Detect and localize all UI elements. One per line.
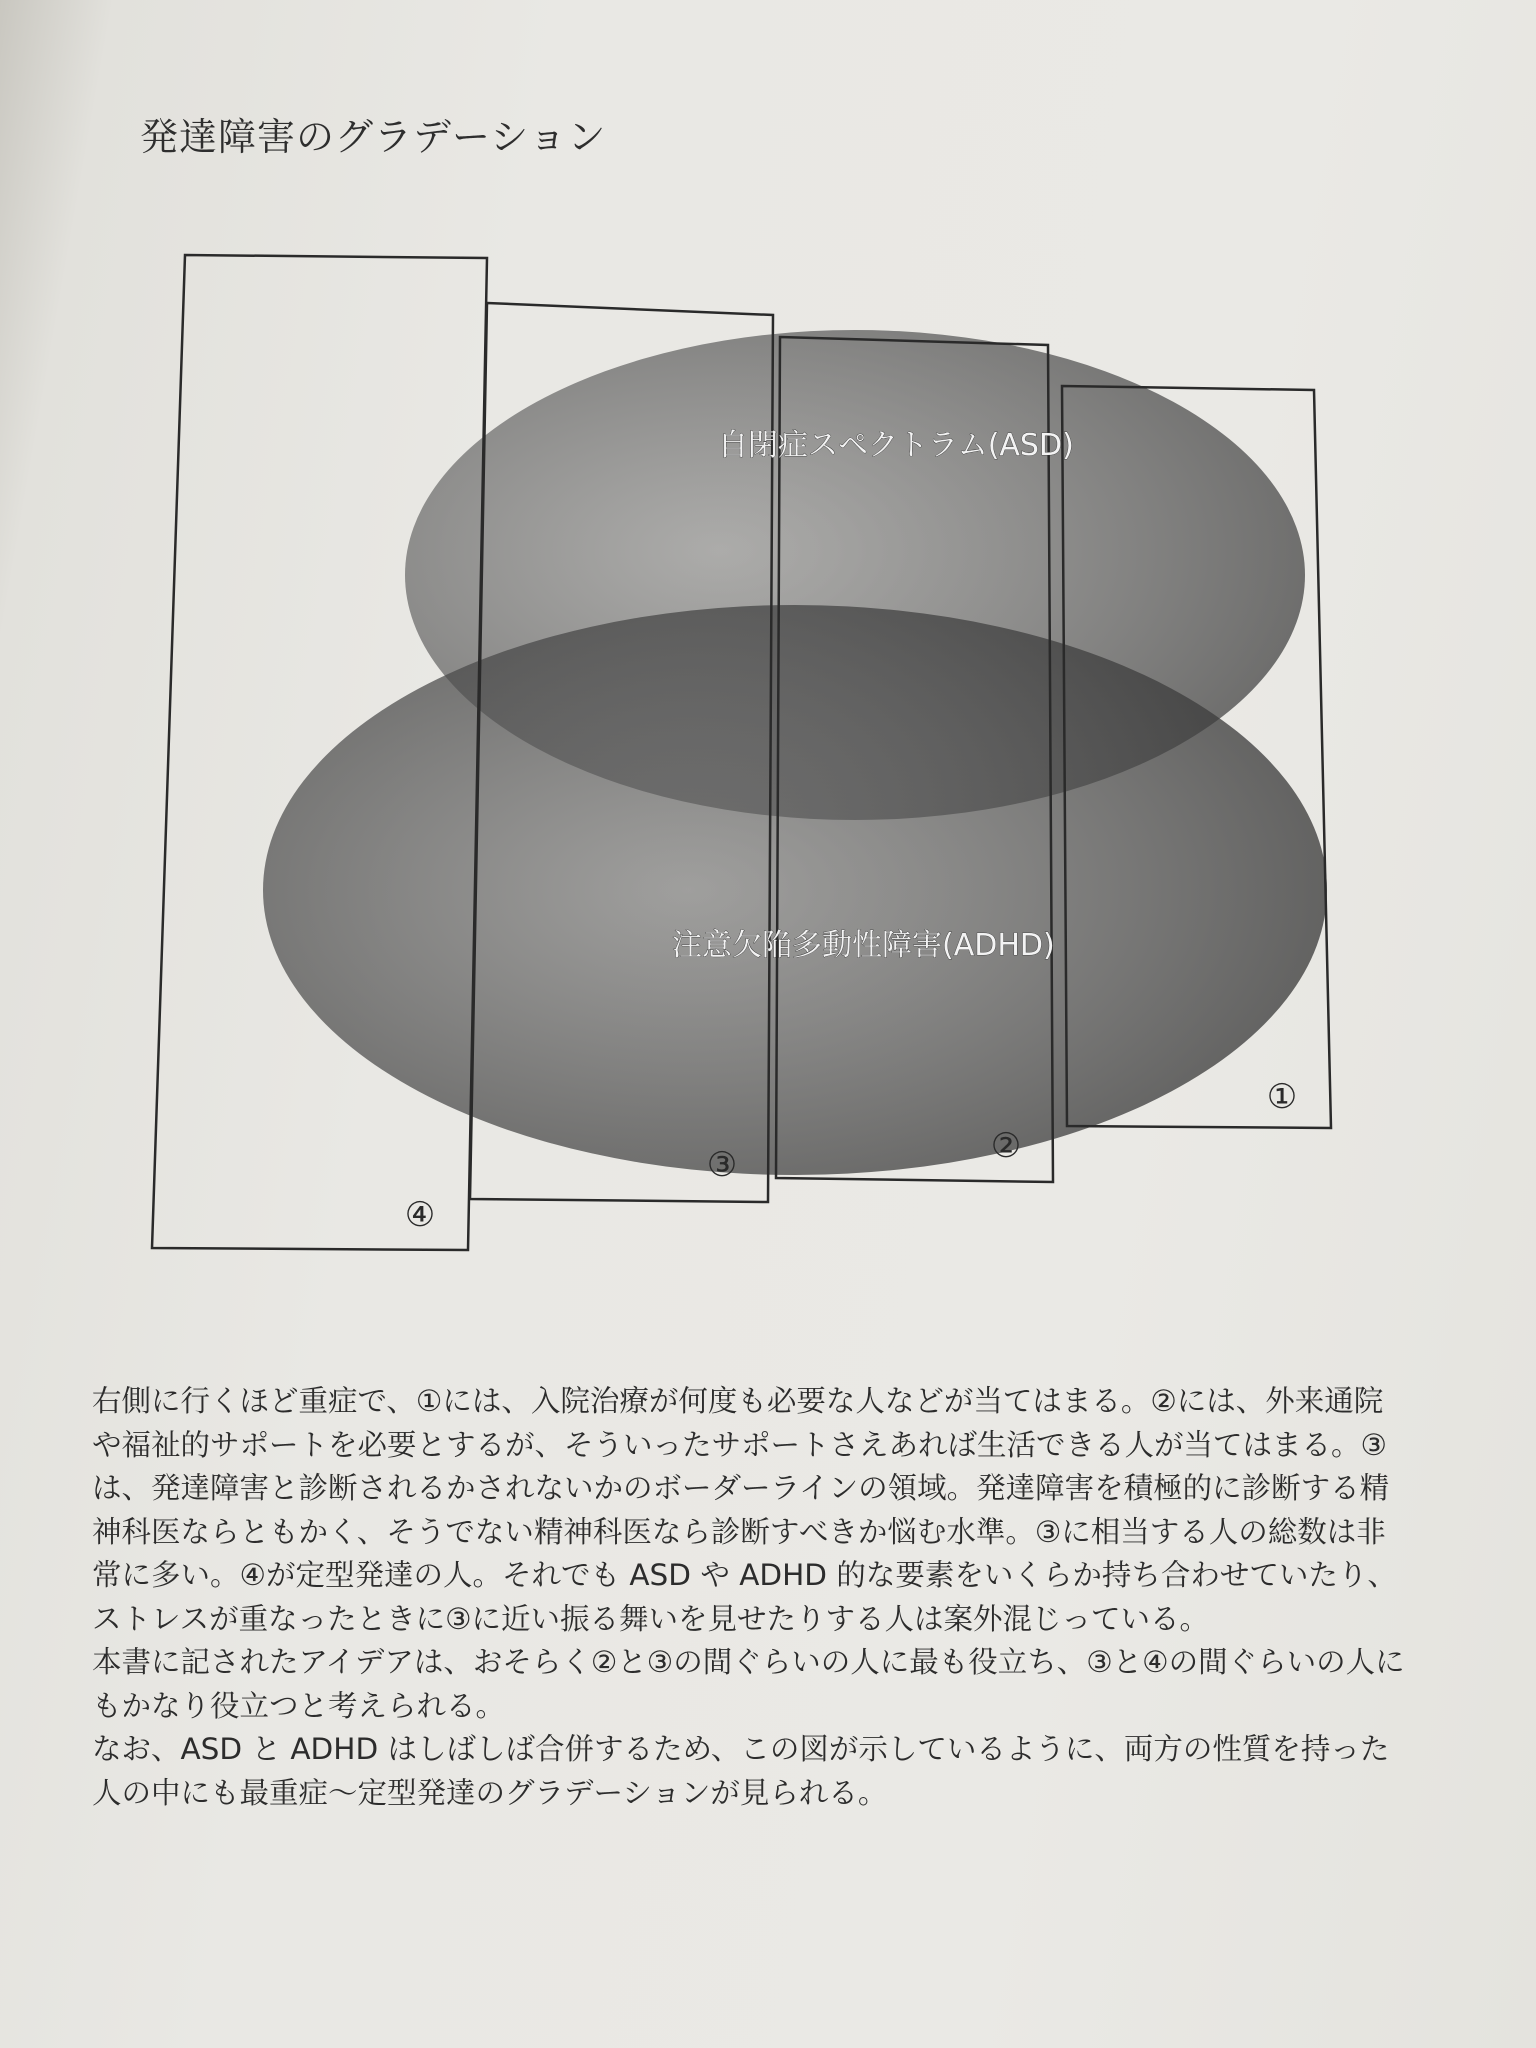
box-3-number: ③ xyxy=(706,1145,738,1185)
adhd-ellipse xyxy=(263,605,1327,1175)
adhd-label: 注意欠陥多動性障害(ADHD) xyxy=(672,928,1055,963)
caption-paragraph-1: 右側に行くほど重症で、①には、入院治療が何度も必要な人などが当てはまる。②には、外来通院や福祉的サポートを必要とするが、そういったサポートさえあれば生活できる人が当てはまる。③は、発達障害と診断されるかされないかのボーダーラインの領域。発達障害を積極的に診断する精神科医ならともかく、そうでない精神科医なら診断すべきか悩む水準。③に相当する人の総数は非常に多い。④が定型発達の人。それでも ASD や ADHD 的な要素をいくらか持ち合わせていたり、ストレスが重なったときに③に近い振る舞いを見せたりする人は案外混じっている。 xyxy=(92,1384,1397,1636)
box-4-number: ④ xyxy=(404,1195,436,1235)
asd-label: 自閉症スペクトラム(ASD) xyxy=(718,428,1074,463)
box-1-number: ① xyxy=(1266,1077,1298,1117)
box-2-number: ② xyxy=(990,1126,1022,1166)
caption-paragraph-2: 本書に記されたアイデアは、おそらく②と③の間ぐらいの人に最も役立ち、③と④の間ぐらいの人にもかなり役立つと考えられる。 xyxy=(92,1645,1405,1723)
page-title: 発達障害のグラデーション xyxy=(140,115,607,159)
caption-paragraph-3: なお、ASD と ADHD はしばしば合併するため、この図が示しているように、両方の性質を持った人の中にも最重症〜定型発達のグラデーションが見られる。 xyxy=(92,1732,1390,1810)
caption-text xyxy=(92,1380,1412,1815)
